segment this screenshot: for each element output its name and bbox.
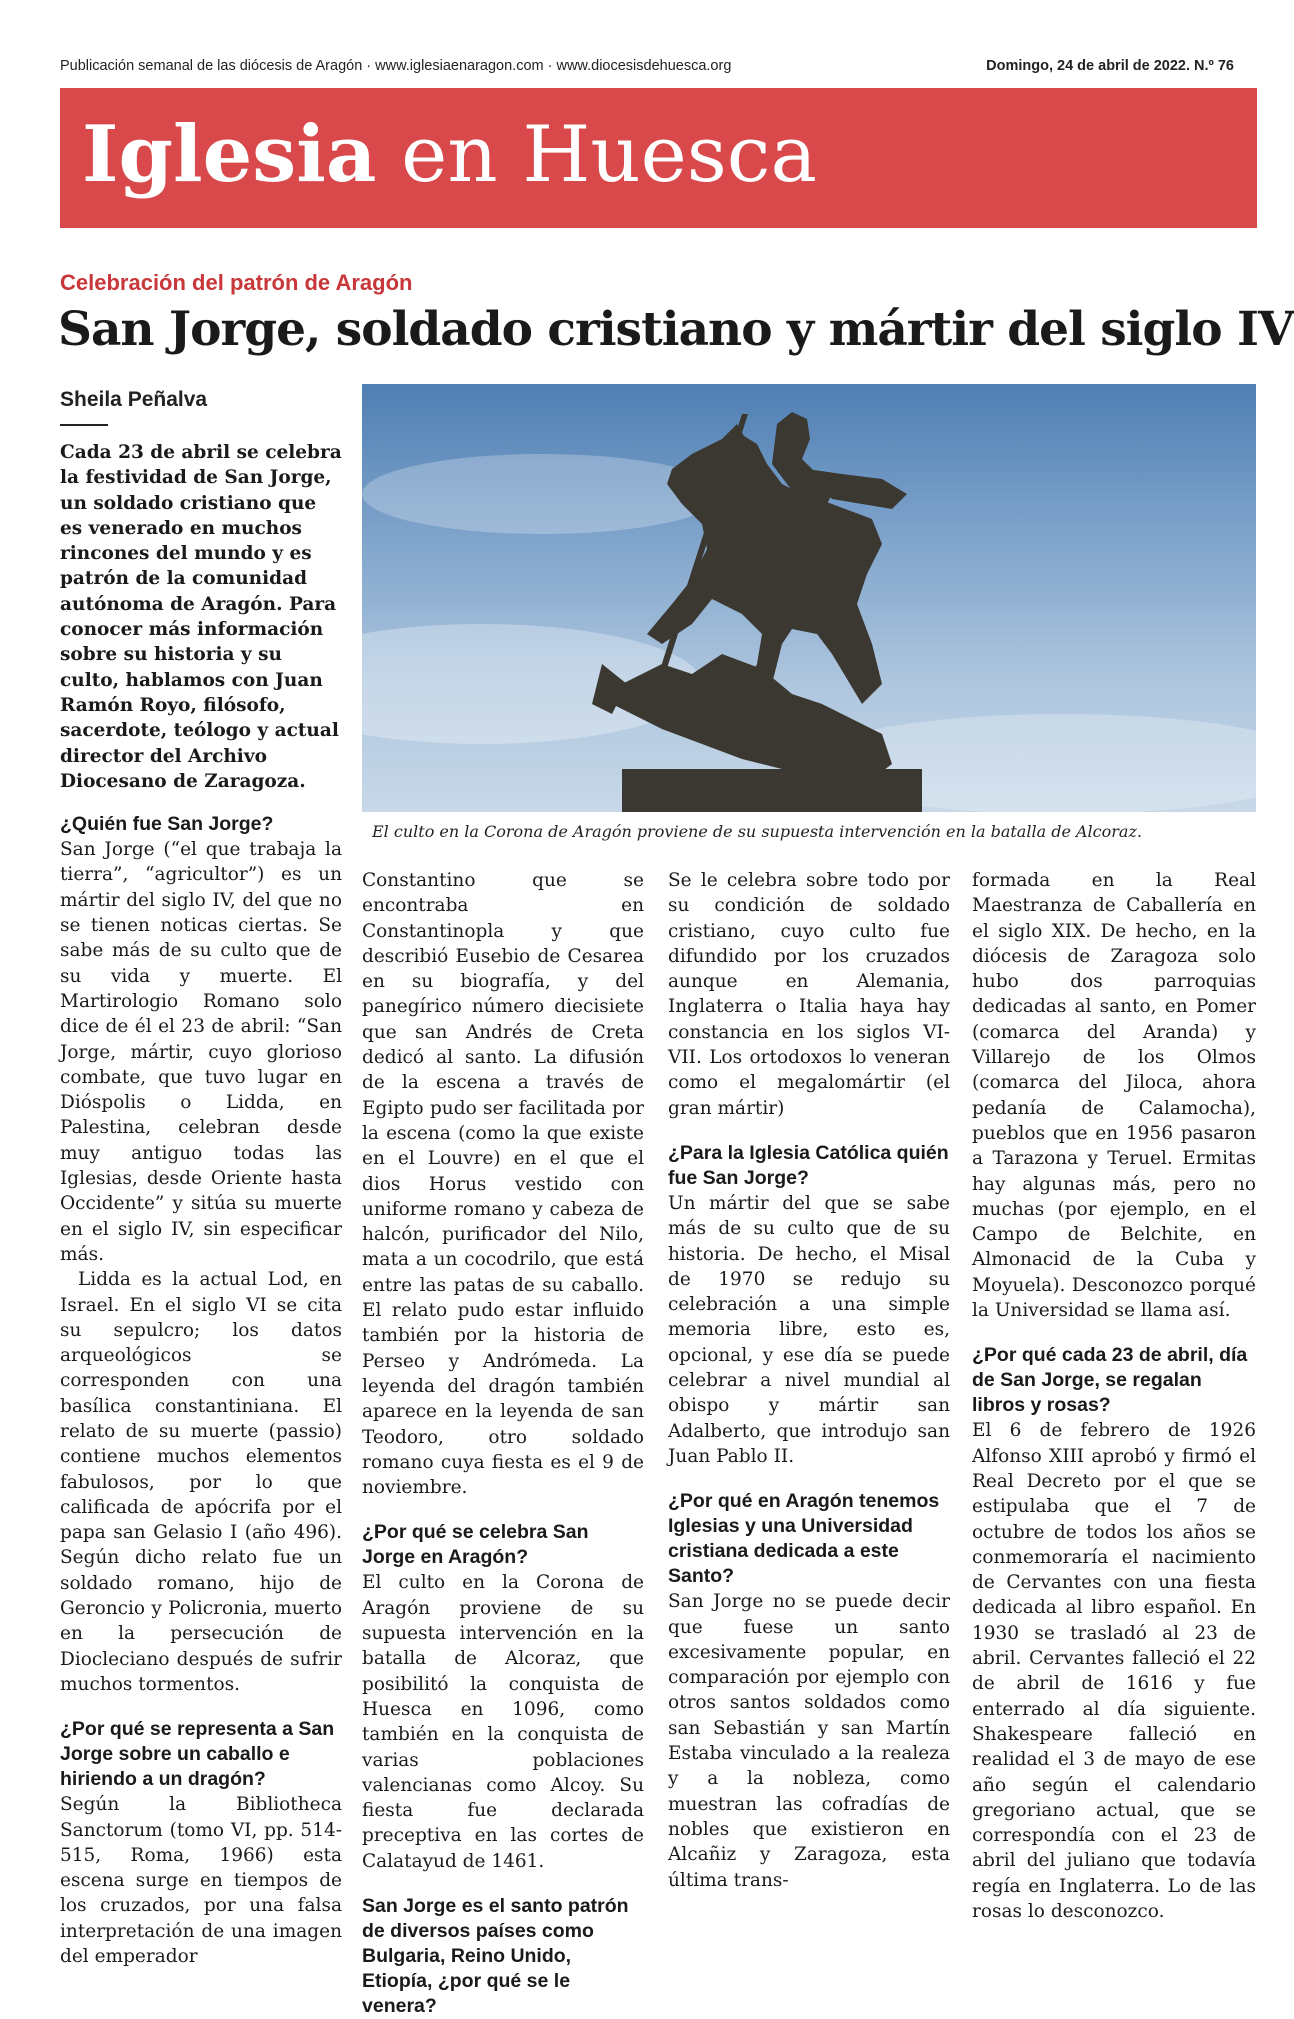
column-4 — [972, 868, 1256, 1924]
column-2 — [362, 868, 644, 2019]
answer-6-part-1: San Jorge no se puede decir que fuese un santo excesivamente popular, en comparación por ejemplo con otros santos soldados como san Sebastián y san Martín Estaba vinculado a la realeza y a la nobleza, como muestran las cofradías de nobles que existieron en Alcañiz y Zaragoza, esta última trans- — [668, 1591, 950, 1891]
article-byline: Sheila Peñalva — [60, 388, 208, 411]
publication-info: Publicación semanal de las diócesis de Aragón · www.iglesiaenaragon.com · www.diocesisdehuesca.org — [60, 58, 732, 74]
question-6: ¿Por qué en Aragón tenemos Iglesias y una Universidad cristiana dedicada a este Santo? — [668, 1490, 940, 1588]
issue-date: Domingo, 24 de abril de 2022. N.º 76 — [986, 58, 1234, 74]
question-5: ¿Para la Iglesia Católica quién fue San Jorge? — [668, 1141, 949, 1189]
answer-2-part-1: Según la Bibliotheca Sanctorum (tomo VI, pp. 514-515, Roma, 1966) esta escena surge en tiempos de los cruzados, por una falsa interpretación de una imagen del emperador — [60, 1794, 342, 1968]
article-photo — [362, 384, 1256, 812]
question-1: ¿Quién fue San Jorge? — [60, 813, 274, 836]
byline-rule — [60, 424, 108, 426]
question-2: ¿Por qué se representa a San Jorge sobre un caballo e hiriendo a un dragón? — [60, 1718, 335, 1791]
photo-caption: El culto en la Corona de Aragón proviene de su supuesta intervención en la batalla de Alcoraz. — [372, 822, 1142, 841]
column-1 — [60, 440, 342, 1969]
masthead-title-light: en Huesca — [376, 110, 817, 200]
masthead-title-bold: Iglesia — [82, 109, 377, 200]
answer-6-part-2: formada en la Real Maestranza de Caballería en el siglo XIX. De hecho, en la diócesis de Zaragoza solo hubo dos parroquias dedicadas al santo, en Pomer (comarca del Aranda) y Villarejo de los Olmos (comarca del Jiloca, ahora pedanía de Calamocha), pueblos que en 1956 pasaron a Tarazona y Teruel. Ermitas hay algunas más, pero no muchas (por ejemplo, en el Campo de Belchite, en Almonacid de la Cuba y Moyuela). Desconozco porqué la Universidad se llama así. — [972, 870, 1256, 1322]
question-7: ¿Por qué cada 23 de abril, día de San Jorge, se regalan libros y rosas? — [972, 1344, 1248, 1417]
answer-4: Se le celebra sobre todo por su condición de soldado cristiano, cuyo culto fue difundido por los cruzados aunque en Alemania, Inglaterra o Italia haya hay constancia en los siglos VI-VII. Los ortodoxos lo veneran como el megalomártir (el gran mártir) — [668, 870, 950, 1119]
statue-illustration — [362, 384, 1256, 812]
top-info-bar — [60, 58, 1234, 78]
column-3 — [668, 868, 950, 1893]
answer-1-paragraph-1: San Jorge (“el que trabaja la tierra”, “agricultor”) es un mártir del siglo IV, del que no se tienen noticas ciertas. Se sabe más de su culto que de su vida y muerte. El Martirologio Romano solo dice de él el 23 de abril: “San Jorge, mártir, cuyo glorioso combate, que tuvo lugar en Dióspolis o Lidda, en Palestina, celebran desde muy antiguo todas las Iglesias, desde Oriente hasta Occidente” y sitúa su muerte en el siglo IV, sin especificar más. — [60, 839, 342, 1265]
masthead-title — [82, 96, 817, 214]
article-headline: San Jorge, soldado cristiano y mártir del siglo IV — [58, 302, 1294, 357]
question-3: ¿Por qué se celebra San Jorge en Aragón? — [362, 1521, 589, 1569]
question-4: San Jorge es el santo patrón de diversos países como Bulgaria, Reino Unido, Etiopía, ¿por qué se le venera? — [362, 1894, 629, 2017]
masthead-banner — [60, 88, 1257, 228]
answer-3: El culto en la Corona de Aragón proviene de su supuesta intervención en la batalla de Alcoraz, que posibilitó la conquista de Huesca en 1096, como también en la conquista de varias poblaciones valencianas como Alcoy. Su fiesta fue declarada preceptiva en las cortes de Calatayud de 1461. — [362, 1572, 644, 1872]
article-kicker: Celebración del patrón de Aragón — [60, 270, 413, 295]
answer-2-part-2: Constantino que se encontraba en Constantinopla y que describió Eusebio de Cesarea en su biografía, y del panegírico número diecisiete que san Andrés de Creta dedicó al santo. La difusión de la escena a través de Egipto pudo ser facilitada por la escena (como la que existe en el Louvre) en el que el dios Horus vestido con uniforme romano y cabeza de halcón, purificador del Nilo, mata a un cocodrilo, que está entre las patas de su caballo. El relato pudo estar influido también por la historia de Perseo y Andrómeda. La leyenda del dragón también aparece en la leyenda de san Teodoro, otro soldado romano cuya fiesta es el 9 de noviembre. — [362, 870, 644, 1499]
article-lead: Cada 23 de abril se celebra la festividad de San Jorge, un soldado cristiano que es venerado en muchos rincones del mundo y es patrón de la comunidad autónoma de Aragón. Para conocer más información sobre su historia y su culto, hablamos con Juan Ramón Royo, filósofo, sacerdote, teólogo y actual director del Archivo Diocesano de Zaragoza. — [60, 442, 342, 792]
answer-5: Un mártir del que se sabe más de su culto que de su historia. De hecho, el Misal de 1970 se redujo su celebración a una simple memoria libre, esto es, opcional, y ese día se puede celebrar a nivel mundial al obispo y mártir san Adalberto, que introdujo san Juan Pablo II. — [668, 1192, 950, 1467]
answer-1-paragraph-2: Lidda es la actual Lod, en Israel. En el siglo VI se cita su sepulcro; los datos arqueológicos se corresponden con una basílica constantiniana. El relato de su muerte (passio) contiene muchos elementos fabulosos, por lo que calificada de apócrifa por el papa san Gelasio I (año 496). Según dicho relato fue un soldado romano, hijo de Geroncio y Policronia, muerto en la persecución de Diocleciano después de sufrir muchos tormentos. — [60, 1269, 342, 1695]
answer-7: El 6 de febrero de 1926 Alfonso XIII aprobó y firmó el Real Decreto por el que se estipulaba que el 7 de octubre de todos los años se conmemoraría el nacimiento de Cervantes con una fiesta dedicada al libro español. En 1930 se trasladó al 23 de abril. Cervantes falleció el 22 de abril de 1616 y fue enterrado al día siguiente. Shakespeare falleció en realidad el 3 de mayo de ese año según el calendario gregoriano actual, que se correspondía con el 23 de abril del juliano que todavía regía en Inglaterra. Lo de las rosas lo desconozco. — [972, 1420, 1256, 1922]
